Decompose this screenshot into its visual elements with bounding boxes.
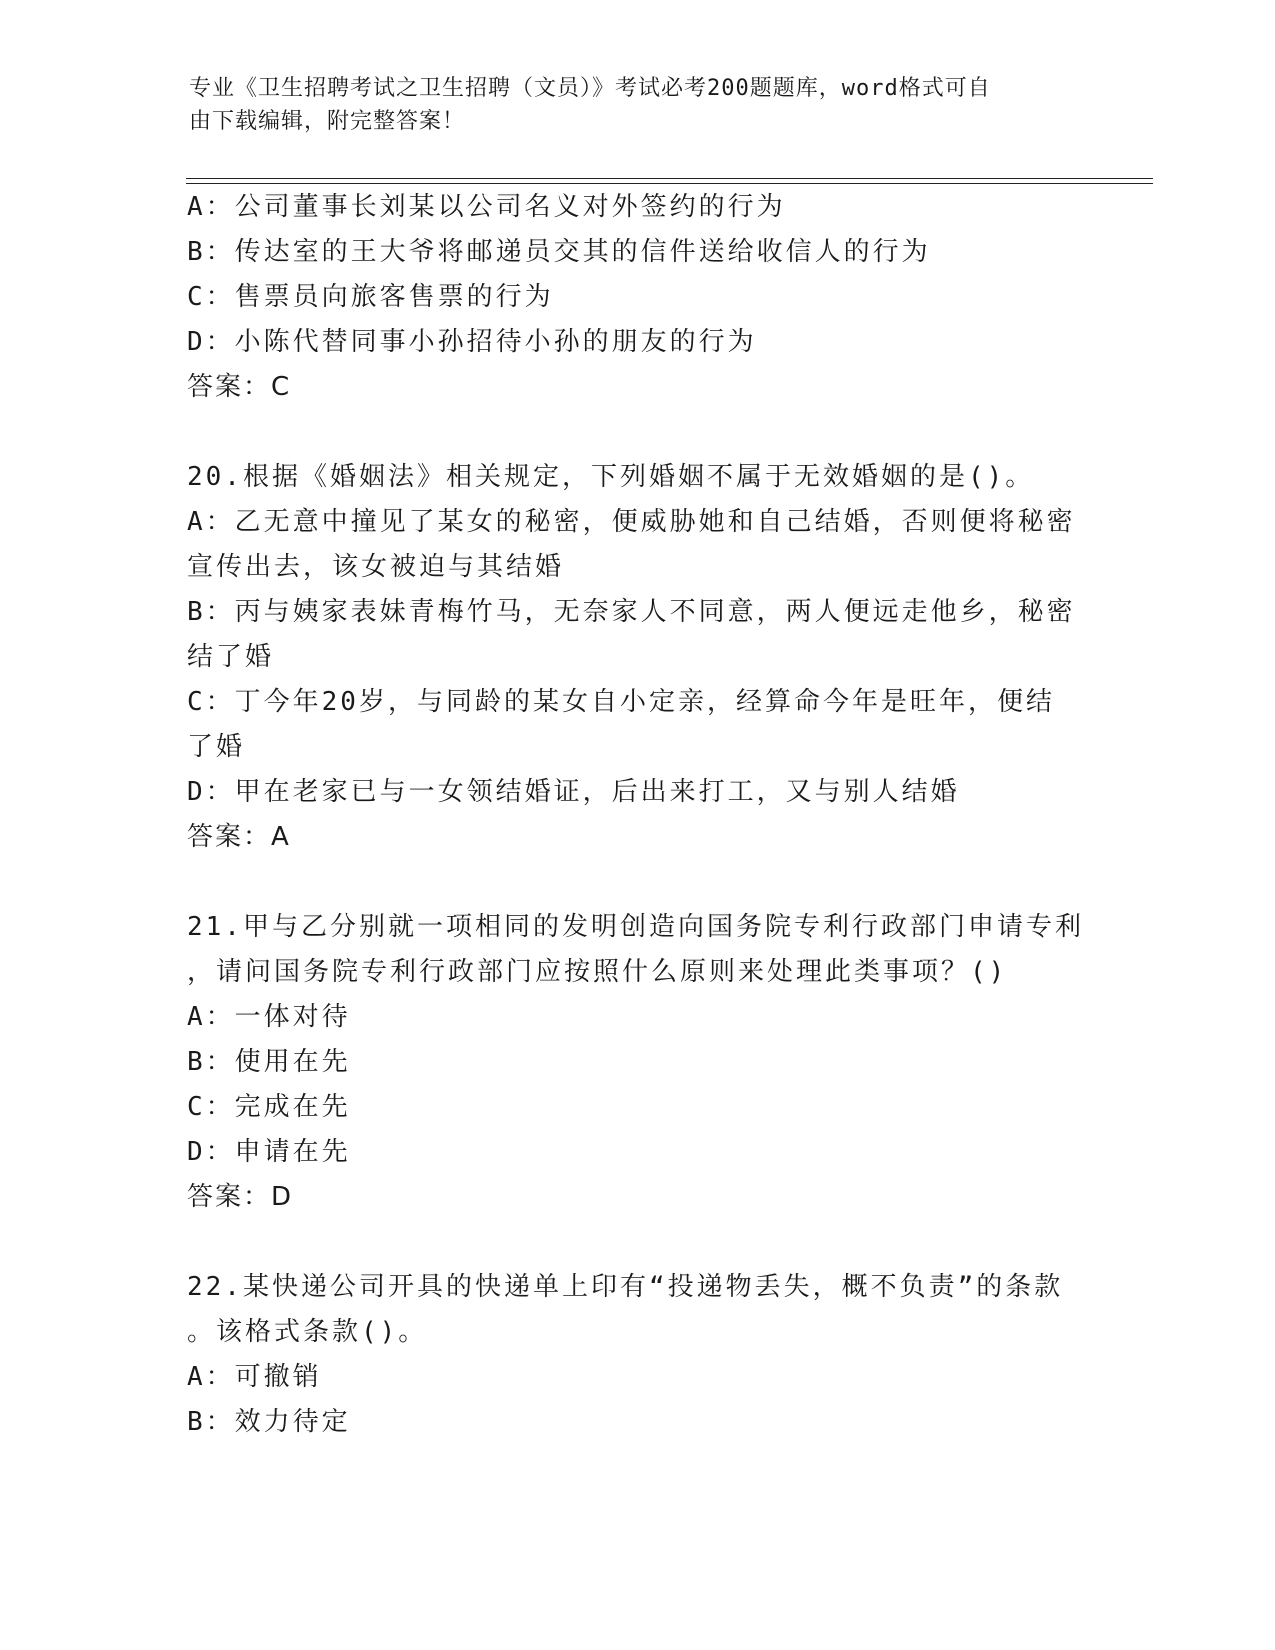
- q21-stem-line-1: 21.甲与乙分别就一项相同的发明创造向国务院专利行政部门申请专利: [187, 912, 1084, 942]
- q20-option-a-line-2: 宣传出去，该女被迫与其结婚: [187, 552, 565, 582]
- header-line-1: 专业《卫生招聘考试之卫生招聘（文员）》考试必考200题题库，word格式可自: [189, 76, 991, 101]
- q22-option-b: B：效力待定: [187, 1407, 351, 1437]
- q21-option-a: A：一体对待: [187, 1002, 351, 1032]
- q20-option-a-line-1: A：乙无意中撞见了某女的秘密，便威胁她和自己结婚，否则便将秘密: [187, 507, 1076, 537]
- q20-stem: 20.根据《婚姻法》相关规定，下列婚姻不属于无效婚姻的是()。: [187, 462, 1035, 492]
- q20-option-c-line-1: C：丁今年20岁，与同龄的某女自小定亲，经算命今年是旺年，便结: [187, 687, 1055, 717]
- q19-option-b: B：传达室的王大爷将邮递员交其的信件送给收信人的行为: [187, 237, 931, 267]
- q22-stem-line-2: 。该格式条款()。: [187, 1317, 428, 1347]
- q20-option-d: D：甲在老家已与一女领结婚证，后出来打工，又与别人结婚: [187, 777, 960, 807]
- q21-option-c: C：完成在先: [187, 1092, 351, 1122]
- q22-stem-line-1: 22.某快递公司开具的快递单上印有“投递物丢失，概不负责”的条款: [187, 1272, 1064, 1302]
- q21-answer: 答案：D: [187, 1182, 294, 1212]
- q22-option-a: A：可撤销: [187, 1362, 322, 1392]
- header-rule-top: [186, 178, 1153, 179]
- header-line-2: 由下载编辑，附完整答案！: [189, 109, 466, 134]
- q19-answer: 答案：C: [187, 372, 292, 402]
- document-header: [189, 72, 1069, 138]
- q20-option-c-line-2: 了婚: [187, 732, 246, 762]
- q19-option-c: C：售票员向旅客售票的行为: [187, 282, 554, 312]
- q21-option-b: B：使用在先: [187, 1047, 351, 1077]
- q19-option-d: D：小陈代替同事小孙招待小孙的朋友的行为: [187, 327, 757, 357]
- q21-option-d: D：申请在先: [187, 1137, 351, 1167]
- q20-option-b-line-2: 结了婚: [187, 642, 275, 672]
- q20-option-b-line-1: B：丙与姨家表妹青梅竹马，无奈家人不同意，两人便远走他乡，秘密: [187, 597, 1076, 627]
- q19-option-a: A：公司董事长刘某以公司名义对外签约的行为: [187, 192, 786, 222]
- q20-answer: 答案：A: [187, 822, 291, 852]
- q21-stem-line-2: ，请问国务院专利行政部门应按照什么原则来处理此类事项？(): [187, 957, 1008, 987]
- header-rule-bottom: [186, 183, 1153, 184]
